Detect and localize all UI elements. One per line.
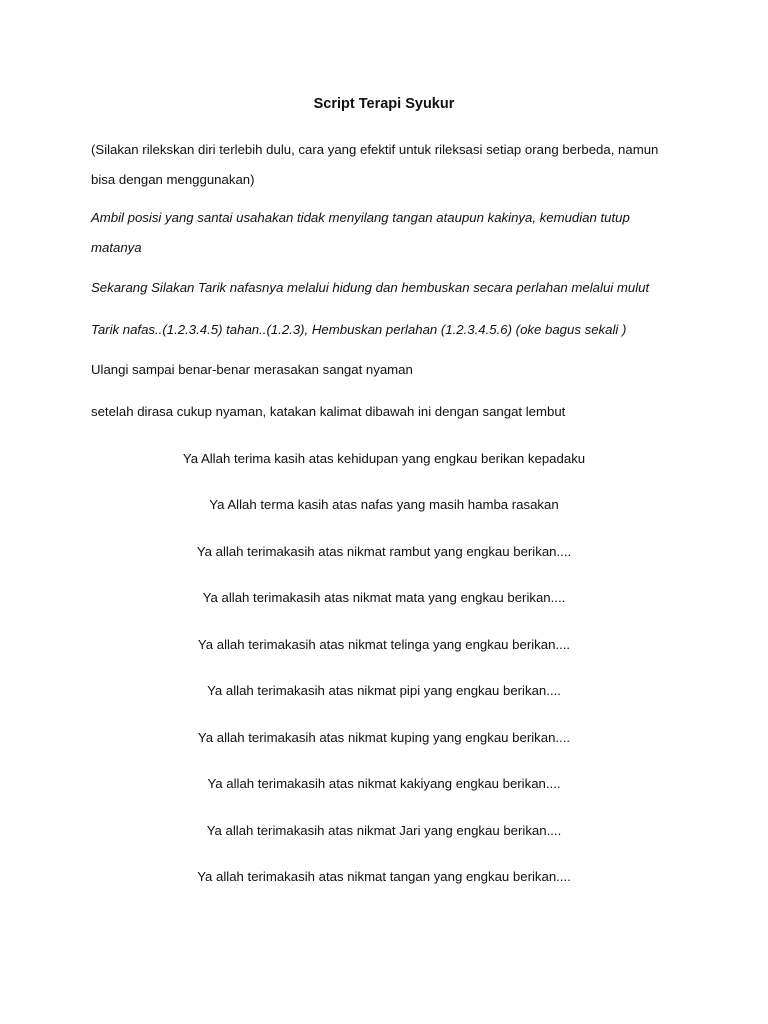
instruction-posture: Ambil posisi yang santai usahakan tidak menyilang tangan ataupun kakinya, kemudian tutup matanya [91,210,630,255]
note-say-sentences: setelah dirasa cukup nyaman, katakan kalimat dibawah ini dengan sangat lembut [91,404,566,419]
prayer-line: Ya allah terimakasih atas nikmat kuping yang engkau berikan.... [197,730,571,745]
prayer-line: Ya allah terimakasih atas nikmat kakiyang engkau berikan.... [207,776,561,791]
prayer-line: Ya Allah terima kasih atas kehidupan yang engkau berikan kepadaku [182,451,586,466]
instruction-breath-count: Tarik nafas..(1.2.3.4.5) tahan..(1.2.3), Hembuskan perlahan (1.2.3.4.5.6) (oke bagus sekali ) [91,322,627,337]
instruction-breathing: Sekarang Silakan Tarik nafasnya melalui hidung dan hembuskan secara perlahan melalui mulut [91,280,650,295]
prayer-line: Ya allah terimakasih atas nikmat telinga yang engkau berikan.... [197,637,571,652]
prayer-line: Ya allah terimakasih atas nikmat Jari yang engkau berikan.... [206,823,562,838]
intro-paragraph: (Silakan rilekskan diri terlebih dulu, cara yang efektif untuk rileksasi setiap orang berbeda, namun bisa dengan menggunakan) [91,142,659,187]
prayer-line: Ya allah terimakasih atas nikmat pipi yang engkau berikan.... [207,683,561,698]
prayer-line: Ya allah terimakasih atas nikmat rambut yang engkau berikan.... [196,544,572,559]
prayer-line: Ya Allah terma kasih atas nafas yang masih hamba rasakan [209,497,559,512]
note-repeat: Ulangi sampai benar-benar merasakan sangat nyaman [91,362,413,377]
document-title: Script Terapi Syukur [313,96,455,112]
prayer-line: Ya allah terimakasih atas nikmat tangan yang engkau berikan.... [197,869,571,884]
prayer-line: Ya allah terimakasih atas nikmat mata yang engkau berikan.... [202,590,566,605]
